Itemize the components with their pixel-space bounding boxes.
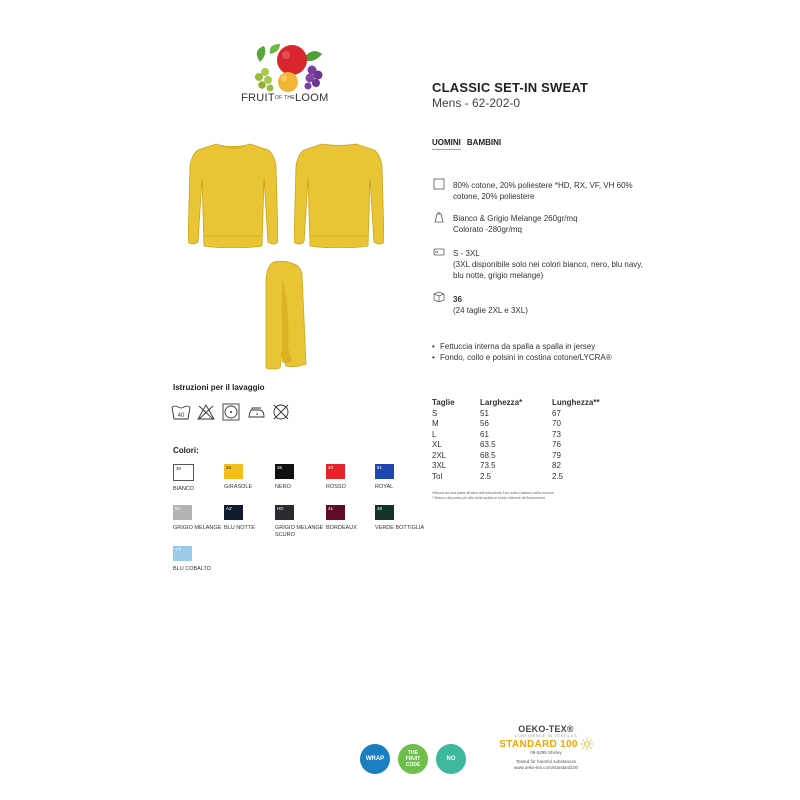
size-cell: M [432,419,439,429]
size-cell: 2XL [432,450,447,460]
color-name: BIANCO [173,486,195,492]
color-name: ROYAL [375,484,394,490]
size-note-2: **Misura dal punto più alto della spalla al bordo inferiore dell'indumento [432,495,545,500]
color-swatch[interactable] [224,464,243,479]
color-swatch[interactable] [173,464,194,481]
fruit-code-badge: THE FRUIT CODE [398,744,428,774]
spec-sizes [453,248,653,281]
size-cell: XL [432,440,442,450]
spec-pack [453,294,653,316]
color-name: NERO [275,484,291,490]
color-swatch[interactable] [326,505,345,520]
sweat-side-image [260,258,312,370]
wash-icons [171,403,291,421]
color-code: 34 [226,465,232,470]
size-row [432,408,624,419]
sweat-front-image [188,140,278,248]
width-header: Larghezza* [480,398,523,407]
size-row [432,440,624,451]
color-swatch-item[interactable] [375,505,425,532]
width-cell: 56 [480,419,489,429]
size-cell: L [432,429,437,439]
length-cell: 2.5 [552,471,564,481]
color-swatch[interactable] [326,464,345,479]
color-name: GRIGIO MELANGE [173,525,222,531]
colors-title: Colori: [173,446,199,455]
wrap-badge: WRAP [360,744,390,774]
oeko-tested: Tested for harmful substances [515,758,577,764]
spec-sizes-range: S - 3XL [453,249,480,258]
oeko-url: www.oeko-tex.com/standard100 [513,765,579,770]
width-cell: 68.5 [480,450,496,460]
oeko-confidence: CONFIDENCE IN TEXTILES [514,734,578,738]
color-code: HD [277,506,284,511]
size-row [432,450,624,461]
color-swatch-item[interactable] [224,464,274,491]
size-notes [432,491,632,500]
color-name: ROSSO [326,484,346,490]
color-swatch-item[interactable] [326,505,376,532]
size-row [432,461,624,472]
features-list [432,341,652,363]
no-bleach-icon [196,403,216,421]
color-swatch-item[interactable] [275,464,325,491]
color-swatch-item[interactable] [326,464,376,491]
certification-badges [360,744,466,774]
logo-text-fruit: FRUIT [241,92,275,104]
length-header: Lunghezza** [552,398,600,407]
length-cell: 79 [552,450,561,460]
color-name: BLU COBALTO [173,566,212,572]
color-swatch-item[interactable] [173,546,223,573]
size-table [432,397,624,482]
color-code: 94 [175,506,181,511]
size-cell: S [432,408,438,418]
width-cell: 2.5 [480,471,492,481]
weight-icon [433,211,445,223]
wash-temp: 40 [177,413,185,419]
size-header: Taglie [432,398,455,407]
size-note-1: *Misura da una parte all'altra dell'indumento 1cm sotto l'attacco della manica [432,491,554,495]
iron-icon [246,403,266,421]
size-row [432,419,624,430]
size-tag-icon [433,246,445,258]
oeko-cert: 08-5295 Shirley [530,750,562,755]
color-swatch[interactable] [224,505,243,520]
color-swatch[interactable] [173,546,192,561]
wash-title: Istruzioni per il lavaggio [173,383,265,392]
color-code: 41 [328,506,334,511]
color-code: 30 [176,466,182,471]
size-row [432,471,624,482]
color-swatch-item[interactable] [173,505,223,532]
color-swatch[interactable] [275,505,294,520]
tab-bambini[interactable]: BAMBINI [466,138,502,147]
spec-sizes-note: (3XL disponibile solo nei colori bianco, nero, blu navy, blu notte, grigio melange) [453,260,643,280]
length-cell: 82 [552,461,561,471]
no-dry-clean-icon [271,403,291,421]
size-cell: 3XL [432,461,447,471]
color-code: 36 [277,465,283,470]
size-row [432,429,624,440]
width-cell: 73.5 [480,461,496,471]
width-cell: 63.5 [480,440,496,450]
color-name: BORDEAUX [326,525,357,531]
product-title: CLASSIC SET-IN SWEAT [432,80,589,95]
color-name: GRIGIO MELANGE SCURO [275,525,324,538]
logo-wordmark [241,92,329,104]
length-cell: 73 [552,429,561,439]
wash-40-icon [171,403,191,421]
color-swatch-item[interactable] [224,505,274,532]
color-swatch[interactable] [173,505,192,520]
spec-pack-count: 36 [453,295,462,304]
color-code: 51 [377,465,383,470]
color-code: 38 [377,506,383,511]
color-swatch[interactable] [375,464,394,479]
color-swatch-item[interactable] [173,464,223,493]
spec-fabric: 80% cotone, 20% poliestere *HD, RX, VF, VH 60% cotone, 20% poliestere [453,181,633,201]
oeko-brand: OEKO-TEX® [518,724,574,734]
color-code: 40 [328,465,334,470]
length-cell: 76 [552,440,561,450]
oeko-standard: STANDARD 100 [499,738,578,750]
logo-text-ofthe: OF THE [274,95,295,102]
logo-text-loom: LOOM [294,92,329,104]
eco-badge: NO [436,744,466,774]
color-swatch[interactable] [375,505,394,520]
feature-item: • Fettuccia interna da spalla a spalla in jersey [432,342,596,351]
oeko-tex-label [496,724,596,772]
product-subtitle: Mens - 62-202-0 [432,96,521,110]
tab-uomini[interactable]: UOMINI [432,138,461,150]
size-cell: Tol [432,471,443,481]
width-cell: 51 [480,408,489,418]
color-swatch-item[interactable] [375,464,425,491]
length-cell: 70 [552,419,561,429]
gender-tabs [432,138,501,150]
color-name: VERDE BOTTIGLIA [375,525,425,531]
sun-icon [581,738,593,750]
color-swatch-item[interactable] [275,505,325,538]
color-code: AZ [226,506,232,511]
spec-weight: Bianco & Grigio Melange 260gr/mq Colorato -280gr/mq [453,214,578,234]
length-cell: 67 [552,408,561,418]
tumble-dry-icon [221,403,241,421]
color-name: GIRASOLE [224,484,253,490]
feature-item: • Fondo, collo e polsini in costina cotone/LYCRA® [432,353,612,362]
color-name: BLU NOTTE [224,525,255,531]
sweat-back-image [294,140,384,248]
spec-pack-note: (24 taglie 2XL e 3XL) [453,306,528,315]
box-icon [433,290,445,302]
color-swatch[interactable] [275,464,294,479]
fabric-icon [433,178,445,190]
width-cell: 61 [480,429,489,439]
color-code: YT [175,547,181,552]
